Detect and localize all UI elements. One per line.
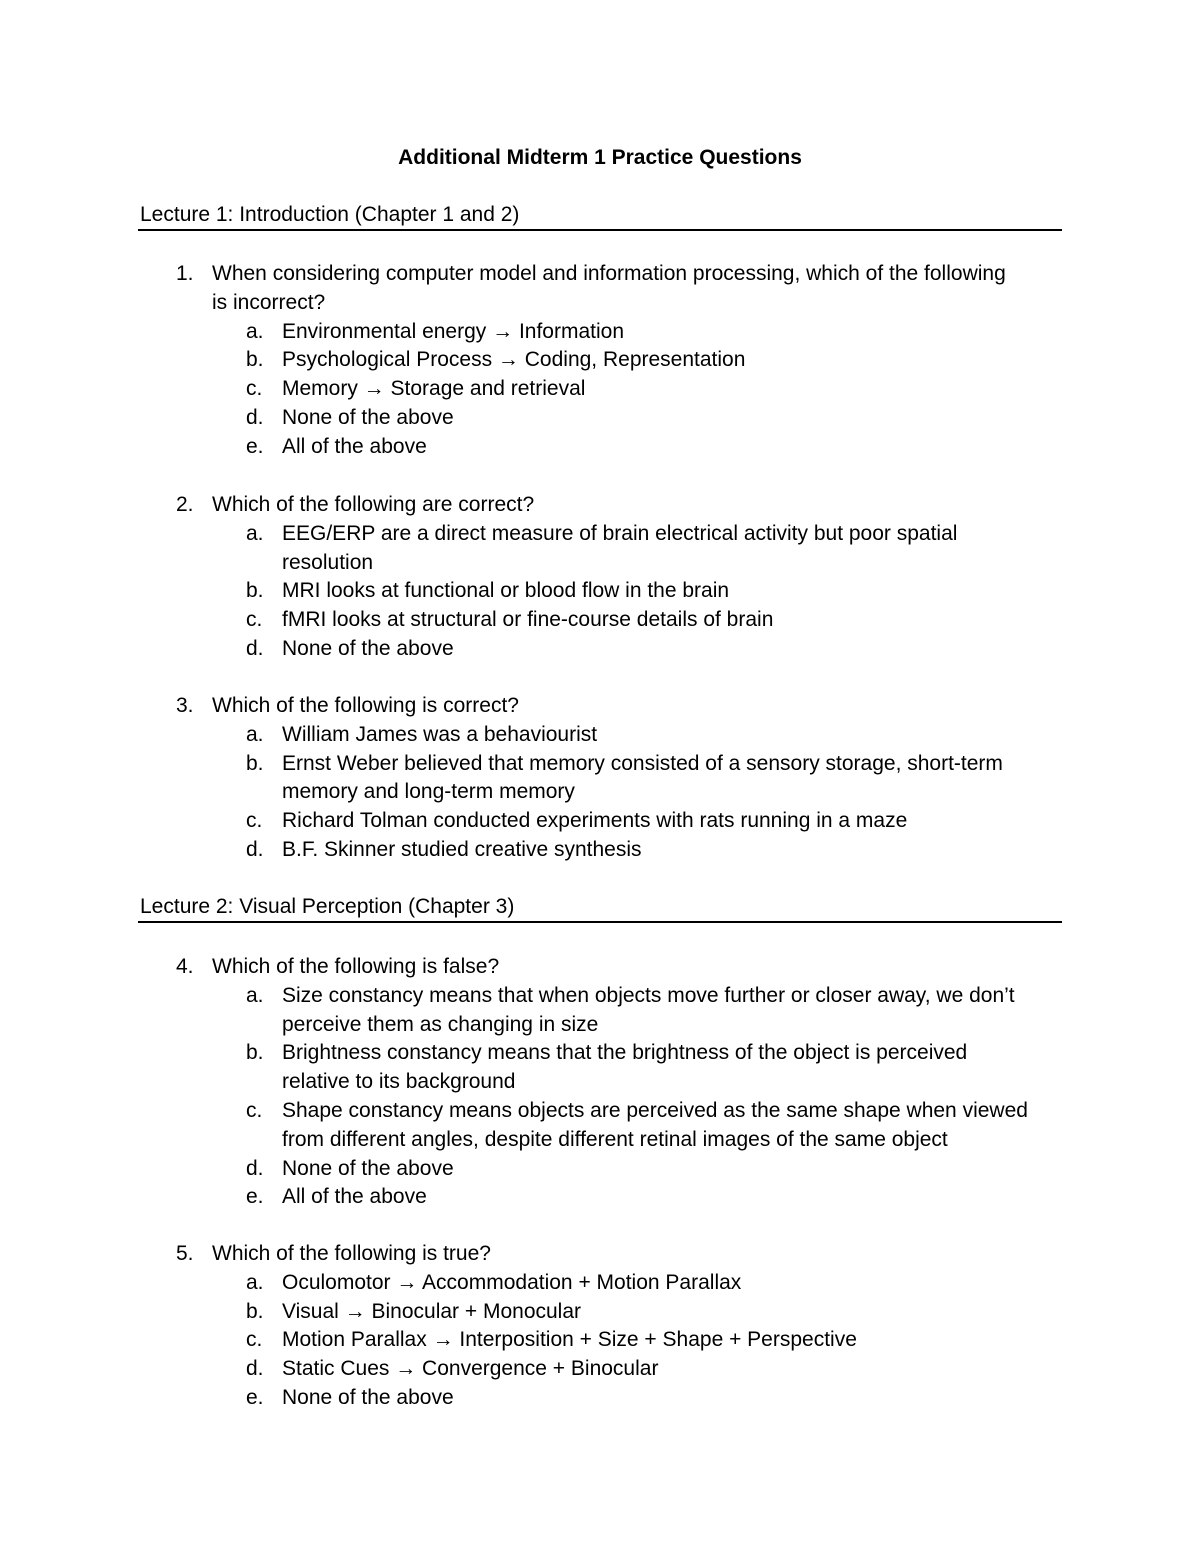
option-letter: e. (246, 1185, 264, 1209)
option-letter: c. (246, 1328, 263, 1352)
option-letter: a. (246, 521, 264, 545)
option-text: from different angles, despite different retinal images of the same object (282, 1127, 948, 1151)
option-text: Oculomotor → Accommodation + Motion Parallax (282, 1270, 742, 1294)
option-text: memory and long-term memory (282, 780, 575, 804)
question-text: Which of the following are correct? (212, 493, 535, 516)
option-letter: d. (246, 637, 264, 660)
question-number: 4. (176, 955, 194, 978)
option-letter: c. (246, 1099, 263, 1122)
option-text: Size constancy means that when objects move further or closer away, we don’t (282, 983, 1015, 1007)
option-letter: b. (246, 751, 264, 775)
option-text: relative to its background (282, 1070, 516, 1094)
question-number: 2. (176, 493, 194, 516)
option-letter: c. (246, 608, 263, 632)
option-text: Environmental energy → Information (282, 319, 624, 343)
option-text: None of the above (282, 1386, 454, 1409)
question-number: 3. (176, 694, 194, 717)
option-text: None of the above (282, 637, 454, 660)
option-text: EEG/ERP are a direct measure of brain electrical activity but poor spatial (282, 521, 958, 545)
option-letter: b. (246, 1299, 264, 1323)
page-title: Additional Midterm 1 Practice Questions (398, 146, 802, 169)
option-letter: b. (246, 1041, 264, 1065)
option-text: fMRI looks at structural or fine-course details of brain (282, 608, 774, 632)
option-letter: a. (246, 319, 264, 343)
option-letter: a. (246, 1270, 264, 1294)
question-text: Which of the following is true? (212, 1242, 491, 1265)
option-text: Brightness constancy means that the brightness of the object is perceived (282, 1041, 968, 1065)
option-text: Ernst Weber believed that memory consisted of a sensory storage, short-term (282, 751, 1003, 775)
option-letter: b. (246, 348, 264, 372)
option-text: Shape constancy means objects are perceived as the same shape when viewed (282, 1099, 1028, 1122)
option-text: None of the above (282, 1156, 454, 1180)
option-letter: d. (246, 838, 264, 861)
option-letter: d. (246, 406, 264, 429)
option-letter: d. (246, 1156, 264, 1180)
option-text: All of the above (282, 434, 427, 458)
section-heading: Lecture 1: Introduction (Chapter 1 and 2) (140, 203, 520, 226)
option-letter: a. (246, 983, 264, 1007)
option-text: Memory → Storage and retrieval (282, 377, 586, 401)
question-number: 5. (176, 1242, 194, 1265)
question-text: Which of the following is false? (212, 955, 500, 978)
option-text: Richard Tolman conducted experiments with rats running in a maze (282, 809, 908, 833)
option-text: Visual → Binocular + Monocular (282, 1299, 582, 1323)
section-divider (138, 229, 1062, 231)
option-text: Static Cues → Convergence + Binocular (282, 1357, 659, 1381)
option-text: MRI looks at functional or blood flow in the brain (282, 579, 730, 603)
option-text: All of the above (282, 1185, 427, 1209)
option-letter: d. (246, 1357, 264, 1381)
option-letter: e. (246, 434, 264, 458)
option-text: perceive them as changing in size (282, 1012, 599, 1036)
question-text: Which of the following is correct? (212, 694, 519, 717)
option-letter: a. (246, 722, 264, 746)
option-letter: c. (246, 809, 263, 833)
option-text: William James was a behaviourist (282, 722, 598, 746)
option-text: Motion Parallax → Interposition + Size + Shape + Perspective (282, 1328, 857, 1352)
question-number: 1. (176, 262, 194, 285)
option-text: B.F. Skinner studied creative synthesis (282, 838, 642, 861)
option-letter: b. (246, 579, 264, 603)
section-divider (138, 921, 1062, 923)
option-letter: e. (246, 1386, 264, 1409)
option-text: Psychological Process → Coding, Representation (282, 348, 746, 372)
section-heading: Lecture 2: Visual Perception (Chapter 3) (140, 895, 515, 918)
option-letter: c. (246, 377, 263, 401)
question-text: is incorrect? (212, 290, 326, 314)
question-text: When considering computer model and information processing, which of the following (212, 262, 1006, 285)
option-text: None of the above (282, 406, 454, 429)
option-text: resolution (282, 550, 374, 574)
